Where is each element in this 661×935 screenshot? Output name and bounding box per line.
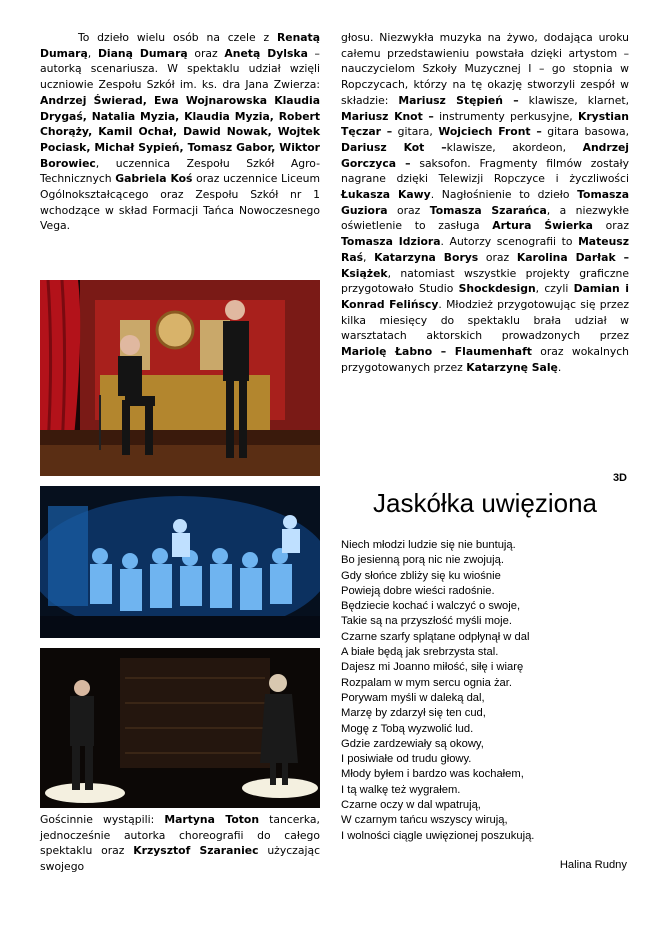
text-run: , bbox=[87, 46, 98, 60]
text-run: , natomiast wszystkie projekty graficzne przygotowało Studio bbox=[341, 266, 629, 296]
name-run: Mariolę Łabno – Flaumenhaft bbox=[341, 345, 532, 359]
name-run: Karolina Darłak – Książek bbox=[341, 250, 629, 280]
poem-line: I posiwiałe od trudu głowy. bbox=[341, 753, 472, 766]
poem-line: Powieją dobre wieści radośnie. bbox=[341, 584, 495, 597]
name-run: Wojciech Front – bbox=[438, 125, 542, 139]
text-run: gitara, bbox=[392, 125, 439, 139]
text-run: , czyli bbox=[535, 282, 574, 296]
poem-line: Młody byłem i bardzo was kochałem, bbox=[341, 768, 524, 781]
name-run: Andrzej Gorczyca – bbox=[341, 140, 629, 170]
name-run: Tomasza Szarańca bbox=[429, 203, 547, 217]
text-run: tancerka, jednocześnie autorka choreografii do całego spektaklu oraz bbox=[40, 813, 320, 858]
intro-paragraph bbox=[40, 30, 320, 234]
poem-line: Gdzie zardzewiały są okowy, bbox=[341, 737, 484, 750]
name-run: Shockdesign bbox=[458, 282, 536, 296]
left-column-text bbox=[40, 30, 320, 234]
text-run: oraz bbox=[387, 203, 430, 217]
text-run: Gościnnie wystąpili: bbox=[40, 813, 165, 826]
stage-photo-curtain bbox=[40, 280, 320, 476]
name-run: Mariusz Stępień – bbox=[398, 93, 519, 107]
name-run: Anetą Dylska bbox=[224, 46, 308, 60]
text-run: , bbox=[363, 250, 375, 264]
name-run: Łukasza Kawy bbox=[341, 188, 431, 202]
text-run: , uczennica Zespołu Szkół Agro-Technicznych bbox=[40, 156, 320, 186]
poem-line: Bo jesienną porą nic nie zwojują. bbox=[341, 554, 504, 567]
text-run: . Nagłośnienie to dzieło bbox=[430, 188, 578, 202]
name-run: Gabriela Koś bbox=[115, 172, 193, 186]
poem-line: Niech młodzi ludzie się nie buntują. bbox=[341, 539, 516, 551]
poem-line: I wolności ciągle uwięzionej poszukują. bbox=[341, 829, 535, 842]
name-run: Krystian Tęczar – bbox=[341, 109, 629, 139]
name-run: Renatą Dumarą bbox=[40, 31, 320, 60]
name-run: Dariusz Kot – bbox=[341, 140, 447, 154]
text-run: głosu. Niezwykła muzyka na żywo, dodająca uroku całemu przedstawieniu powstała dzięki artystom – nauczycielom Szkoły Muzycznej I – go stopnia w Ropczycach, którzy na tę okazję stworzyli zespół w składzie: bbox=[341, 31, 629, 107]
poem-line: Będziecie kochać i walczyć o swoje, bbox=[341, 600, 521, 613]
section-tag: 3D bbox=[612, 472, 627, 484]
name-run: Andrzej Świerad, Ewa Wojnarowska Klaudia Drygaś, Natalia Myzia, Klaudia Myzia, Robert Chorąży, Kamil Ochał, Dawid Nowak, Wojtek Pociask, Michał Sypień, Tomasz Gabor, Wiktor Borowiec bbox=[40, 93, 320, 170]
text-run: To dzieło wielu osób na czele z bbox=[78, 31, 277, 44]
stage-photo-dancers bbox=[40, 486, 320, 638]
name-run: Martyna Toton bbox=[164, 813, 259, 826]
text-run: oraz bbox=[478, 250, 517, 264]
poem-line: Marzę by zdarzył się ten cud, bbox=[341, 707, 486, 720]
text-run: instrumenty perkusyjne, bbox=[433, 109, 578, 123]
name-run: Katarzyna Borys bbox=[374, 250, 479, 264]
text-run: użyczając swojego bbox=[40, 844, 321, 874]
poem-line: Czarne szarfy splątane odpłynął w dal bbox=[341, 630, 530, 643]
text-run: gitara basowa, bbox=[541, 125, 630, 139]
text-run: . bbox=[557, 360, 562, 374]
photo-curtain-scene bbox=[40, 280, 320, 476]
poem-line: Mogę z Tobą wyzwolić lud. bbox=[341, 722, 474, 735]
photo-spotlights-scene bbox=[40, 648, 320, 808]
guest-performers-text bbox=[40, 812, 320, 875]
name-run: Tomasza Guziora bbox=[341, 188, 629, 217]
poem-line: Dajesz mi Joanno miłość, siłę i wiarę bbox=[341, 661, 524, 674]
name-run: Krzysztof Szaraniec bbox=[133, 844, 259, 858]
poem-title: Jaskółka uwięziona bbox=[372, 488, 597, 518]
poem-line: Czarne oczy w dal wpatrują, bbox=[341, 799, 481, 812]
poem-line: Porywam myśli w daleką dal, bbox=[341, 691, 485, 704]
photo-dancers-scene bbox=[40, 486, 320, 638]
poem-line: W czarnym tańcu wszyscy wirują, bbox=[341, 814, 508, 827]
text-run: oraz uczennice Liceum Ogólnokształcącego oraz Zespołu Szkół nr 1 wchodzące w skład Formacji Tańca Nowoczesnego Vega. bbox=[40, 172, 321, 233]
name-run: Dianą Dumarą bbox=[97, 46, 188, 60]
name-run: Tomasza Idziora bbox=[341, 235, 441, 249]
text-run: , a niezwykłe oświetlenie to zasługa bbox=[341, 203, 630, 233]
text-run: oraz bbox=[592, 219, 629, 233]
poem-line: Gdy słońce zbliży się ku wiośnie bbox=[341, 569, 501, 582]
poem-author: Halina Rudny bbox=[559, 859, 627, 871]
poem-line: Takie są na przyszłość myśli moje. bbox=[341, 615, 512, 628]
right-column-text bbox=[341, 30, 629, 375]
name-run: Mariusz Knot – bbox=[341, 109, 434, 123]
text-run: oraz wokalnych przygotowanych przez bbox=[341, 345, 629, 374]
text-run: – autorką scenariusza. W spektaklu udział wzięli uczniowie Zespołu Szkół im. ks. dra Jana Zwierza: bbox=[40, 46, 320, 92]
poem-body bbox=[341, 538, 631, 844]
text-run: . Młodzież przygotowując się przez kilka miesięcy do spektaklu brała udział w warsztatach aktorskich prowadzonych przez bbox=[341, 297, 630, 343]
poem-line: A białe będą jak srebrzysta stal. bbox=[341, 646, 499, 659]
name-run: Artura Świerka bbox=[492, 219, 593, 233]
text-run: oraz bbox=[187, 46, 225, 60]
text-run: klawisze, akordeon, bbox=[446, 140, 583, 154]
text-run: saksofon. Fragmenty filmów zostały nagrane dzięki Telewizji Ropczyce i życzliwości bbox=[341, 156, 629, 186]
text-run: klawisze, klarnet, bbox=[518, 93, 630, 107]
poem-line: Rozpalam w mym sercu ognia żar. bbox=[341, 676, 512, 689]
name-run: Damian i Konrad Felińscy bbox=[341, 282, 629, 311]
name-run: Katarzynę Salę bbox=[466, 360, 558, 374]
stage-photo-spotlights bbox=[40, 648, 320, 808]
poem-line: I tą walkę też wygrałem. bbox=[341, 783, 461, 796]
name-run: Mateusz Raś bbox=[341, 235, 629, 264]
text-run: . Autorzy scenografii to bbox=[440, 235, 579, 249]
